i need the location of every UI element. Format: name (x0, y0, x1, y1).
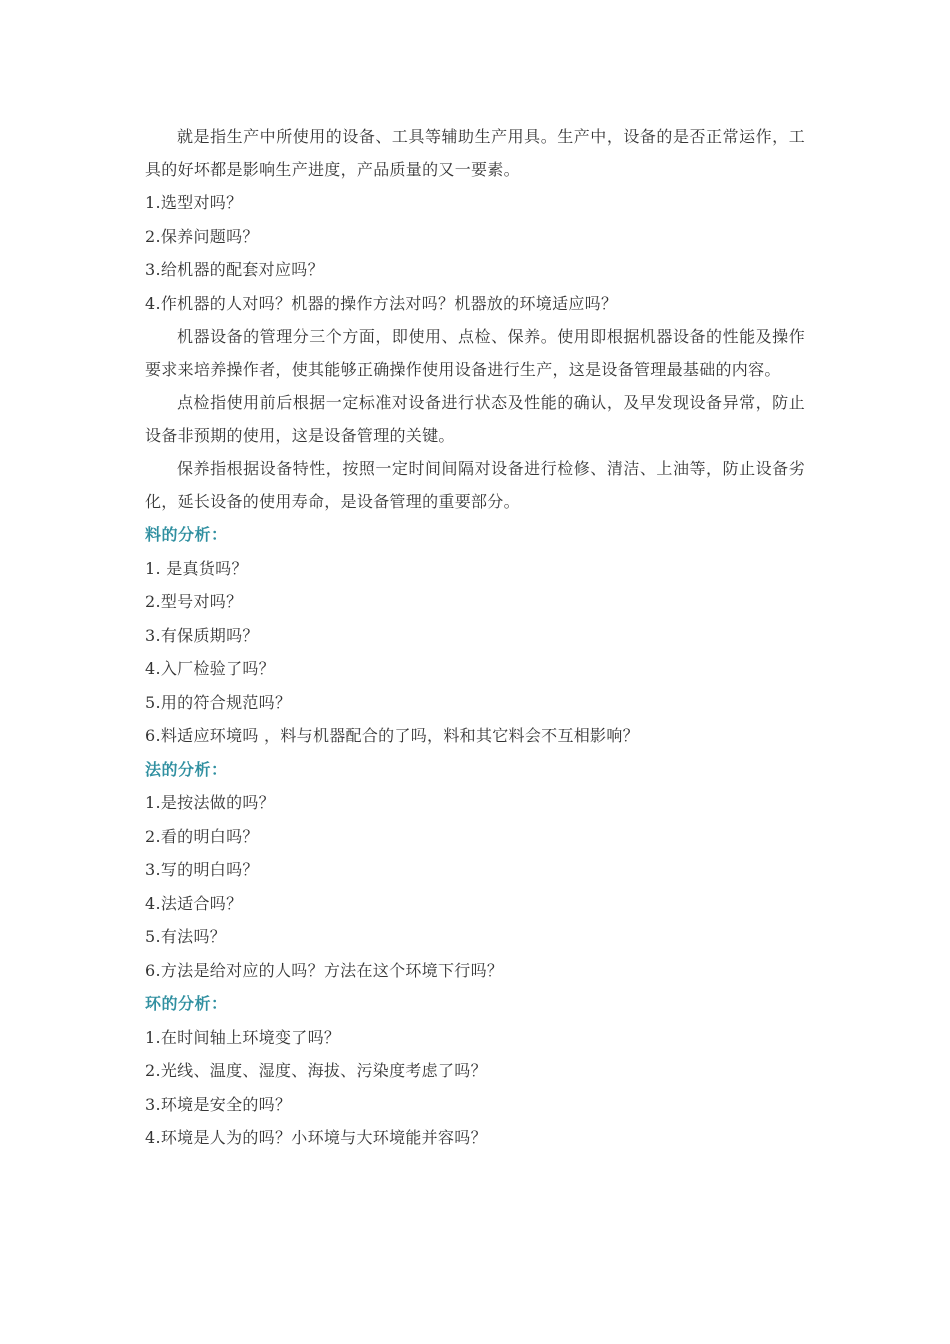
machine-question-list (145, 186, 805, 320)
list-item: 2.看的明白吗？ (145, 826, 259, 846)
material-section (145, 518, 805, 753)
list-item: 4.作机器的人对吗？机器的操作方法对吗？机器放的环境适应吗？ (145, 293, 618, 313)
list-item: 2.光线、温度、湿度、海拔、污染度考虑了吗？ (145, 1061, 487, 1080)
list-item: 3.给机器的配套对应吗？ (145, 260, 324, 279)
list-item: 1.在时间轴上环境变了吗？ (145, 1027, 341, 1047)
management-paragraph: 机器设备的管理分三个方面，即使用、点检、保养。使用即根据机器设备的性能及操作要求来培养操作者，使其能够正确操作使用设备进行生产，这是设备管理最基础的内容。 (145, 327, 805, 379)
list-item: 5.有法吗？ (145, 927, 227, 946)
list-item: 3.环境是安全的吗？ (145, 1094, 292, 1114)
list-item: 6.方法是给对应的人吗？方法在这个环境下行吗？ (145, 960, 504, 980)
list-item: 2.型号对吗？ (145, 592, 243, 611)
section-heading-method: 法的分析： (145, 759, 228, 779)
method-section (145, 753, 805, 988)
maintenance-paragraph: 保养指根据设备特性，按照一定时间间隔对设备进行检修、清洁、上油等，防止设备劣化，延长设备的使用寿命，是设备管理的重要部分。 (145, 459, 805, 511)
list-item: 4.入厂检验了吗？ (145, 659, 275, 678)
section-heading-environment: 环的分析： (145, 994, 228, 1013)
intro-paragraph: 就是指生产中所使用的设备、工具等辅助生产用具。生产中，设备的是否正常运作，工具的好坏都是影响生产进度，产品质量的又一要素。 (145, 127, 805, 179)
document-page (145, 120, 805, 1155)
list-item: 4.法适合吗？ (145, 893, 243, 913)
list-item: 1.选型对吗？ (145, 193, 243, 212)
list-item: 6.料适应环境吗 ，料与机器配合的了吗，料和其它料会不互相影响？ (145, 726, 639, 745)
environment-section (145, 987, 805, 1155)
list-item: 3.写的明白吗？ (145, 860, 259, 879)
list-item: 4.环境是人为的吗？小环境与大环境能并容吗？ (145, 1128, 487, 1147)
list-item: 1. 是真货吗？ (145, 558, 248, 578)
section-heading-material: 料的分析： (145, 525, 228, 544)
inspection-paragraph: 点检指使用前后根据一定标准对设备进行状态及性能的确认，及早发现设备异常，防止设备非预期的使用，这是设备管理的关键。 (145, 393, 805, 445)
list-item: 5.用的符合规范吗？ (145, 692, 292, 712)
list-item: 3.有保质期吗？ (145, 625, 259, 645)
list-item: 2.保养问题吗？ (145, 226, 259, 246)
list-item: 1.是按法做的吗？ (145, 793, 275, 812)
